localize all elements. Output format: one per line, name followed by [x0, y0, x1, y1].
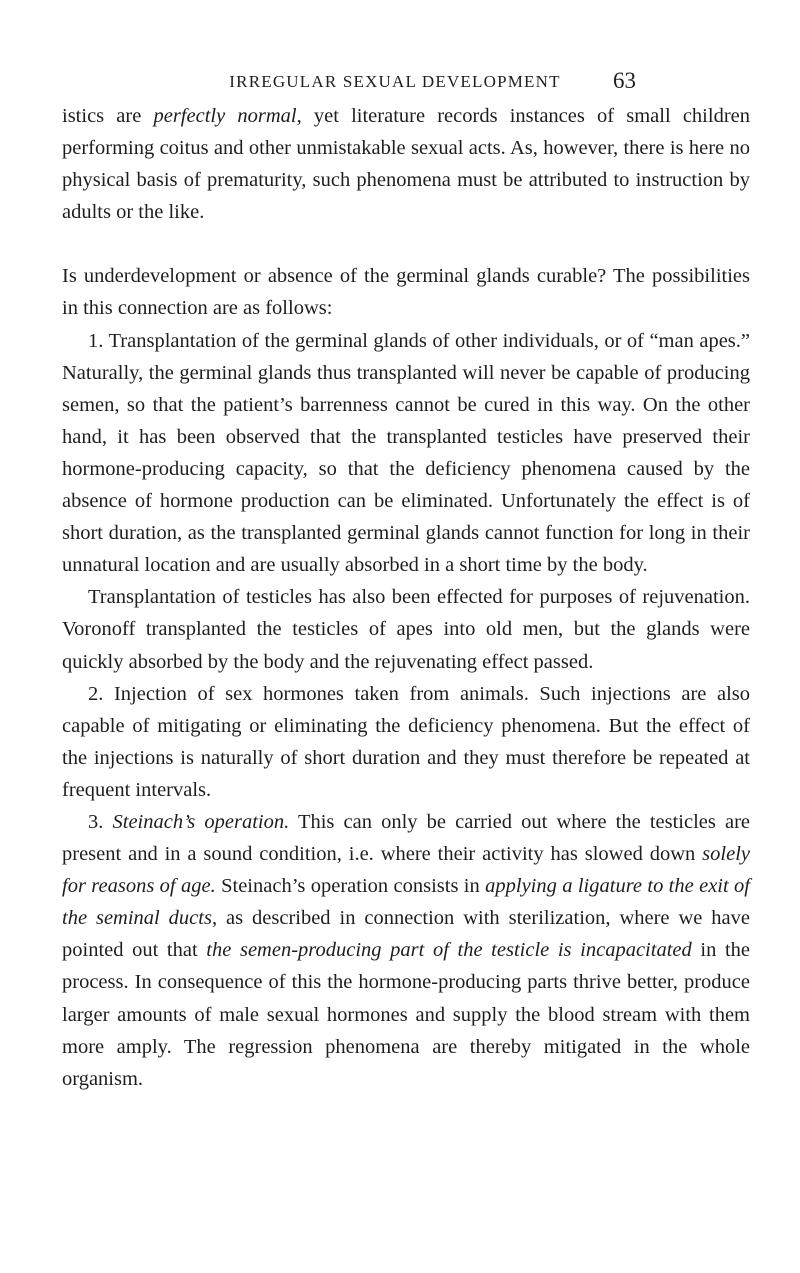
italic-run: solely for reasons of age.: [62, 843, 750, 898]
text-run: This can only be carried out where the testicles are present and in a sound condition, i.e. where their activity has slowed down: [62, 810, 751, 866]
paragraph: [62, 678, 750, 806]
text-run: Steinach’s operation consists in: [215, 875, 486, 898]
text-run: 2. Injection of sex hormones taken from animals. Such injections are also capable of mitigating or eliminating the deficiency phenomena. But the effect of the injections is naturally of short duration and they must therefore be repeated at frequent intervals.: [62, 682, 750, 801]
text-run: Transplantation of testicles has also been effected for purposes of rejuvenation. Voronoff transplanted the testicles of apes into old men, but the glands were quickly absorbed by the body and the rejuvenating effect passed.: [62, 586, 750, 673]
paragraph: [62, 325, 750, 582]
text-run: in the process. In consequence of this the hormone-producing parts thrive better, produce larger amounts of male sexual hormones and supply the blood stream with them more amply. The regression phenomena are thereby mitigated in the whole organism.: [62, 939, 750, 1090]
italic-run: Steinach’s operation.: [112, 810, 290, 833]
paragraph: [62, 581, 750, 677]
paragraph: [62, 260, 750, 324]
running-head: IRREGULAR SEXUAL DEVELOPMENT: [229, 72, 561, 91]
italic-run: applying a ligature to the exit of the seminal ducts: [62, 875, 751, 930]
italic-run: perfectly normal: [153, 105, 297, 127]
body-text: [62, 100, 750, 1095]
text-run: 3.: [88, 810, 113, 833]
text-run: , yet literature records instances of small children performing coitus and other unmistakable sexual acts. As, however, there is here no physical basis of prematurity, such phenomena must be attributed to instruction by adults or the like.: [62, 105, 750, 224]
page-number: 63: [613, 68, 636, 93]
text-run: 1. Transplantation of the germinal glands of other individuals, or of “man apes.” Naturally, the germinal glands thus transplanted will never be capable of producing semen, so that the patient’s barrenness cannot be cured in this way. On the other hand, it has been observed that the transplanted testicles have preserved their hormone-producing capacity, so that the deficiency phenomena caused by the absence of hormone production can be eliminated. Unfortunately the effect is of short duration, as the transplanted germinal glands cannot function for long in their unnatural location and are usually absorbed in a short time by the body.: [62, 329, 750, 577]
text-run: Is underdevelopment or absence of the germinal glands curable? The possibilities in this connection are as follows:: [62, 265, 750, 320]
paragraph: [62, 806, 750, 1095]
text-run: istics are: [62, 105, 154, 127]
italic-run: the semen-producing part of the testicle is incapacitated: [206, 939, 692, 962]
text-run: , as described in connection with sterilization, where we have pointed out that: [62, 907, 750, 962]
paragraph: [62, 100, 750, 228]
